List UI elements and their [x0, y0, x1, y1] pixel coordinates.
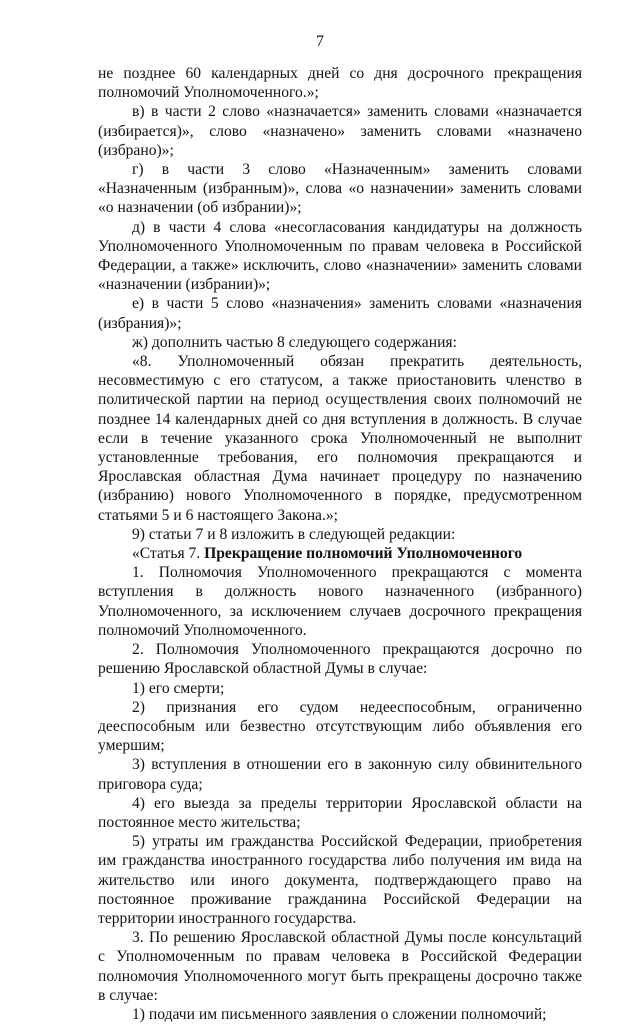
- paragraph-amendment-e: е) в части 5 слово «назначения» заменить словами «назначения (избрания)»;: [98, 295, 582, 332]
- article-paragraph-2: 2. Полномочия Уполномоченного прекращаются досрочно по решению Ярославской областной Думы в случае:: [98, 641, 582, 678]
- list-item-death: 1) его смерти;: [132, 679, 225, 697]
- article-title: Прекращение полномочий Уполномоченного: [204, 545, 523, 563]
- article-paragraph-1: 1. Полномочия Уполномоченного прекращаются с момента вступления в должность нового назначенного (избранного) Уполномоченного, за исключением случаев досрочного прекращения полномочий Уполномоченного.: [98, 564, 582, 639]
- paragraph-amendment-zh: ж) дополнить частью 8 следующего содержания:: [132, 333, 457, 351]
- page-number: 7: [316, 33, 324, 50]
- article-prefix: «Статья 7.: [132, 545, 205, 563]
- document-body: [98, 64, 582, 1024]
- list-item-conviction: 3) вступления в отношении его в законную силу обвинительного приговора суда;: [98, 756, 582, 793]
- list-item-citizenship: 5) утраты им гражданства Российской Федерации, приобретения им гражданства иностранного государства либо получения им вида на жительство или иного документа, подтверждающего право на постоянное проживание гражданина Российской Федерации на территории иностранного государства.: [98, 833, 582, 927]
- article-paragraph-3: 3. По решению Ярославской областной Думы после консультаций с Уполномоченным по правам человека в Российской Федерации полномочия Уполномоченного могут быть прекращены досрочно также в случае:: [98, 929, 582, 1004]
- paragraph-amendment-g: г) в части 3 слово «Назначенным» заменить словами «Назначенным (избранным)», слова «о назначении» заменить словами «о назначении (об избрании)»;: [98, 161, 582, 217]
- paragraph-amendment-d: д) в части 4 слова «несогласования кандидатуры на должность Уполномоченного Уполномоченным по правам человека в Российской Федерации, а также» исключить, слово «назначении» заменить словами «назначении (избрании)»;: [98, 218, 582, 294]
- list-item-resignation: 1) подачи им письменного заявления о сложении полномочий;: [132, 1005, 547, 1023]
- paragraph-part-8: «8. Уполномоченный обязан прекратить деятельность, несовместимую с его статусом, а также приостановить членство в политической партии на период осуществления своих полномочий не позднее 14 календарных дней со дня вступления в должность. В случае если в течение указанного срока Уполномоченный не выполнит установленные требования, его полномочия прекращаются и Ярославская областная Дума начинает процедуру по назначению (избранию) нового Уполномоченного в порядке, предусмотренном статьями 5 и 6 настоящего Закона.»;: [98, 353, 582, 524]
- paragraph-item-9: 9) статьи 7 и 8 изложить в следующей редакции:: [132, 525, 456, 543]
- paragraph-amendment-v: в) в части 2 слово «назначается» заменить словами «назначается (избирается)», слово «назначено» заменить словами «назначено (избрано)»;: [98, 103, 582, 159]
- list-item-relocation: 4) его выезда за пределы территории Ярославской области на постоянное место жительства;: [98, 794, 582, 831]
- paragraph-continuation: не позднее 60 календарных дней со дня досрочного прекращения полномочий Уполномоченного.»;: [98, 65, 582, 102]
- article-heading: [98, 544, 582, 563]
- list-item-incapacity: 2) признания его судом недееспособным, ограниченно дееспособным или безвестно отсутствующим либо объявления его умершим;: [98, 698, 582, 755]
